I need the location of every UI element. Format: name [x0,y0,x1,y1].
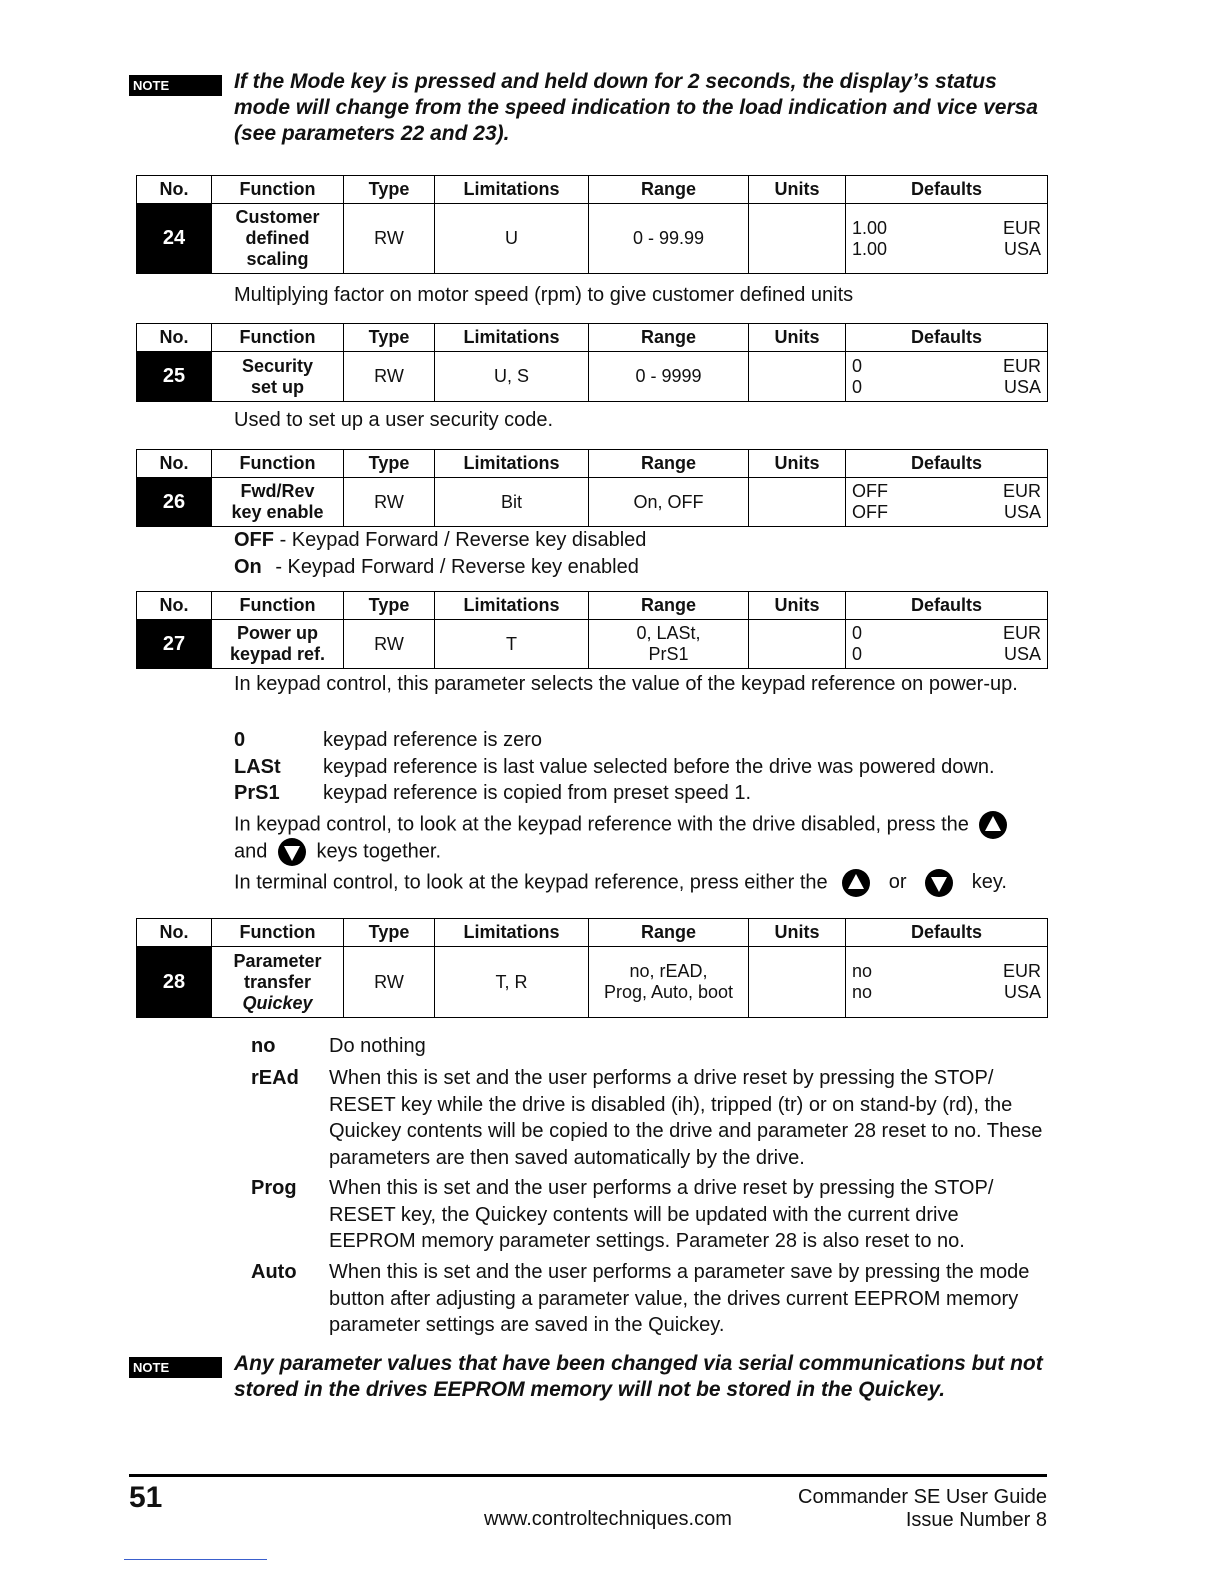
footer-title [798,1486,1047,1532]
header-defaults: Defaults [846,919,1048,947]
header-range: Range [589,450,749,478]
option-key: Auto [251,1261,297,1283]
keypad-instruction-2 [234,868,1007,898]
up-arrow-key-icon [841,868,871,898]
option-text: When this is set and the user performs a drive reset by pressing the STOP/ RESET key, the Quickey contents will be updated with the current drive EEPROM memory parameter settings. Parameter 28 is also reset to no. [329,1177,994,1252]
param-number: 28 [137,947,212,1018]
param-range [589,478,749,527]
param-range [589,620,749,669]
function-line: key enable [231,502,324,522]
param-27-description: In keypad control, this parameter selects the value of the keypad reference on power-up. [234,673,1018,695]
default-value: OFF [852,481,888,501]
function-line: Parameter [233,950,322,971]
param-number: 25 [137,352,212,402]
param-27-option [234,754,1049,780]
default-value: no [852,961,873,981]
default-region: USA [1003,644,1041,664]
header-units: Units [749,919,846,947]
default-region: EUR [1002,623,1041,643]
default-region: EUR [1002,961,1041,981]
param-type: RW [344,620,435,669]
header-type: Type [344,919,435,947]
default-row [852,218,1041,239]
function-line: Fwd/Rev [240,481,315,501]
table-header-row [137,592,1048,620]
header-function: Function [212,176,344,204]
default-region: EUR [1002,355,1041,376]
default-value: 0 [852,644,863,664]
range-line: Prog, Auto, boot [603,982,734,1002]
function-line: Customer [235,207,320,227]
param-number: 27 [137,620,212,669]
function-line: Security [241,355,314,376]
param-units [749,478,846,527]
param-defaults [846,947,1048,1018]
param-defaults [846,478,1048,527]
default-row [852,623,1041,644]
param-table-24 [136,175,1048,274]
default-value: 1.00 [852,217,888,238]
down-arrow-key-icon [277,837,307,867]
header-defaults: Defaults [846,450,1048,478]
param-table-27 [136,591,1048,669]
param-function [212,478,344,527]
function-line: scaling [246,249,309,269]
table-row [137,620,1048,669]
header-type: Type [344,592,435,620]
default-row [852,644,1041,665]
range-line: 0 - 99.99 [632,228,705,248]
header-type: Type [344,324,435,352]
header-units: Units [749,176,846,204]
default-row [852,239,1041,260]
instruction-text: and [234,840,268,863]
header-function: Function [212,592,344,620]
header-range: Range [589,324,749,352]
header-no: No. [137,176,212,204]
header-type: Type [344,176,435,204]
param-defaults [846,204,1048,274]
param-range [589,204,749,274]
function-line: Power up [236,623,318,643]
param-function [212,204,344,274]
bottom-underline [124,1559,267,1560]
param-range [589,947,749,1018]
option-text: keypad reference is last value selected before the drive was powered down. [323,756,995,778]
param-defaults [846,352,1048,402]
default-region: USA [1003,982,1041,1002]
up-arrow-key-icon [978,810,1008,840]
default-row [852,982,1041,1003]
param-limitations: U [435,204,589,274]
param-26-option [234,554,639,580]
table-header-row [137,176,1048,204]
range-line: no, rEAD, [629,961,708,981]
header-limitations: Limitations [435,324,589,352]
param-units [749,947,846,1018]
header-no: No. [137,592,212,620]
param-limitations: T [435,620,589,669]
table-row [137,478,1048,527]
default-value: 1.00 [852,238,888,259]
option-key: OFF [234,529,274,551]
param-units [749,620,846,669]
param-limitations: U, S [435,352,589,402]
default-value: 0 [852,355,863,376]
param-26-option [234,527,646,553]
header-defaults: Defaults [846,592,1048,620]
param-limitations: T, R [435,947,589,1018]
param-defaults [846,620,1048,669]
header-no: No. [137,324,212,352]
param-function [212,947,344,1018]
default-row [852,961,1041,982]
range-line: 0 - 9999 [635,366,702,386]
instruction-text: keys together. [316,840,442,863]
default-region: EUR [1002,217,1041,238]
param-function [212,352,344,402]
down-arrow-key-icon [924,868,954,898]
header-units: Units [749,324,846,352]
param-table-28 [136,918,1048,1018]
param-table-25 [136,323,1048,402]
header-function: Function [212,450,344,478]
instruction-text: In keypad control, to look at the keypad reference with the drive disabled, press the [234,813,969,836]
header-defaults: Defaults [846,176,1048,204]
table-header-row [137,450,1048,478]
param-units [749,352,846,402]
header-units: Units [749,592,846,620]
instruction-text: In terminal control, to look at the keypad reference, press either the [234,871,828,894]
option-text: When this is set and the user performs a parameter save by pressing the mode button after adjusting a parameter value, the drives current EEPROM memory parameter settings are saved in the Quickey. [329,1261,1030,1336]
keypad-instruction-1 [234,810,1012,840]
param-24-description: Multiplying factor on motor speed (rpm) to give customer defined units [234,284,854,306]
note-text: If the Mode key is pressed and held down for 2 seconds, the display’s status mode will change from the speed indication to the load indication and vice versa (see parameters 22 and 23). [234,70,1038,145]
function-line: keypad ref. [229,644,326,664]
function-line: Quickey [242,992,313,1013]
range-line: PrS1 [648,644,689,664]
table-row [137,352,1048,402]
default-row [852,356,1041,377]
note-badge: NOTE [129,1357,222,1378]
footer-url[interactable]: www.controltechniques.com [484,1508,732,1530]
param-27-option [234,780,1049,806]
header-limitations: Limitations [435,592,589,620]
note-text: Any parameter values that have been changed via serial communications but not stored in the drives EEPROM memory will not be stored in the Quickey. [234,1352,1043,1401]
header-function: Function [212,324,344,352]
header-limitations: Limitations [435,450,589,478]
default-region: USA [1003,376,1041,397]
default-value: 0 [852,376,863,397]
option-key: Prog [251,1177,297,1199]
param-range [589,352,749,402]
range-line: On, OFF [633,491,704,512]
default-region: EUR [1002,481,1041,501]
header-units: Units [749,450,846,478]
table-header-row [137,919,1048,947]
default-region: USA [1003,502,1041,522]
param-type: RW [344,352,435,402]
option-text: keypad reference is zero [323,729,543,751]
option-key: 0 [234,729,246,751]
param-number: 24 [137,204,212,274]
param-table-26 [136,449,1048,527]
default-region: USA [1003,238,1041,259]
instruction-text: key. [971,871,1007,894]
instruction-text: or [888,871,907,894]
option-key: rEAd [251,1067,299,1089]
header-limitations: Limitations [435,919,589,947]
issue-number: Issue Number 8 [905,1509,1047,1531]
header-range: Range [589,176,749,204]
param-type: RW [344,947,435,1018]
header-limitations: Limitations [435,176,589,204]
function-line: defined [245,228,310,248]
header-defaults: Defaults [846,324,1048,352]
header-no: No. [137,919,212,947]
table-row [137,204,1048,274]
guide-title: Commander SE User Guide [798,1486,1047,1508]
param-units [749,204,846,274]
default-value: OFF [852,502,888,522]
default-value: no [852,982,873,1002]
param-25-description: Used to set up a user security code. [234,409,554,431]
default-row [852,377,1041,398]
keypad-instruction-1b [234,837,441,867]
param-type: RW [344,478,435,527]
param-function [212,620,344,669]
default-row [852,481,1041,502]
range-line: 0, LASt, [636,623,701,643]
table-row [137,947,1048,1018]
param-type: RW [344,204,435,274]
default-value: 0 [852,623,863,643]
option-key: PrS1 [234,782,280,804]
option-key: no [251,1035,276,1057]
option-key: On [234,556,262,578]
function-line: set up [250,376,304,397]
header-type: Type [344,450,435,478]
table-header-row [137,324,1048,352]
footer-divider [129,1474,1047,1477]
option-text: keypad reference is copied from preset speed 1. [323,782,752,804]
header-no: No. [137,450,212,478]
default-row [852,502,1041,523]
param-limitations: Bit [435,478,589,527]
header-range: Range [589,592,749,620]
page-number: 51 [129,1481,163,1514]
option-text: - Keypad Forward / Reverse key disabled [279,529,647,551]
option-text: When this is set and the user performs a drive reset by pressing the STOP/ RESET key while the drive is disabled (ih), tripped (tr) or on stand-by (rd), the Quickey contents will be copied to the drive and parameter 28 reset to no. These parameters are then saved automatically by the drive. [329,1067,1043,1169]
note-badge: NOTE [129,75,222,96]
option-key: LASt [234,756,281,778]
function-line: transfer [243,971,312,992]
header-function: Function [212,919,344,947]
param-number: 26 [137,478,212,527]
header-range: Range [589,919,749,947]
option-text: - Keypad Forward / Reverse key enabled [275,556,639,578]
option-text: Do nothing [329,1035,426,1057]
param-27-option [234,727,1049,753]
